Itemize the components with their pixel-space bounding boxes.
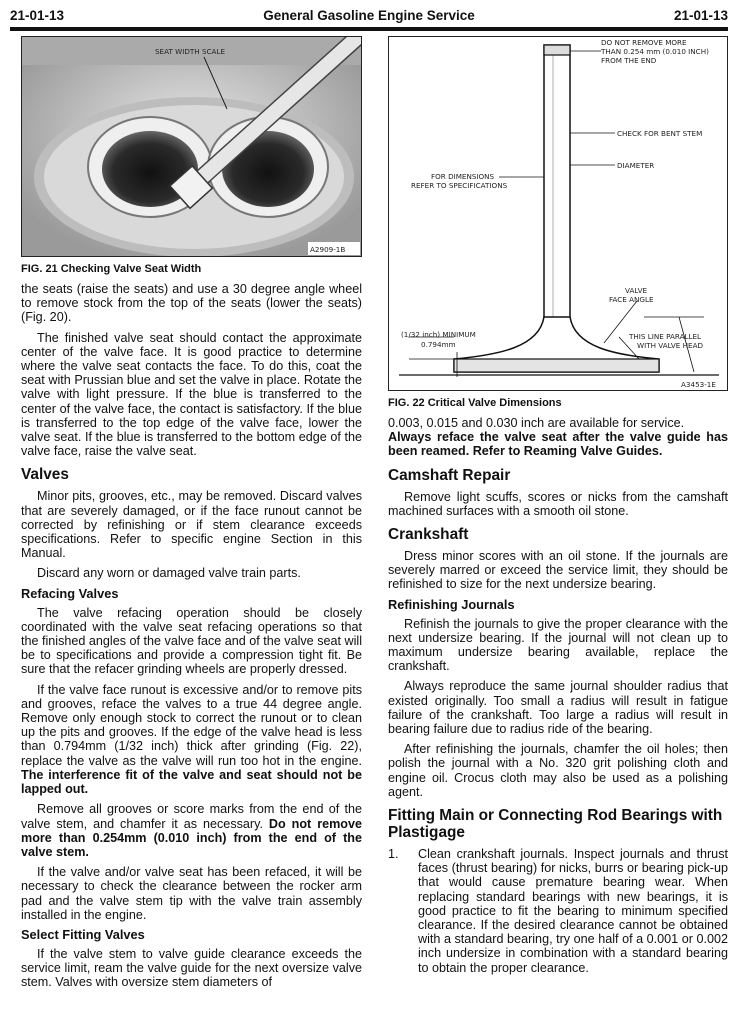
paragraph: Dress minor scores with an oil stone. If the journals are severely marred or exceed the service limit, they should be refinished to size for the next undersize bearing.: [388, 549, 728, 592]
paragraph: [388, 416, 728, 459]
subheading-refinishing-journals: Refinishing Journals: [388, 596, 515, 612]
callout-valve-face-1: VALVE: [625, 286, 648, 295]
page-title: General Gasoline Engine Service: [263, 8, 475, 23]
fig22-ref: A3453-1E: [681, 380, 716, 389]
callout-diameter: DIAMETER: [617, 161, 655, 170]
subheading-select-fitting-valves: Select Fitting Valves: [21, 926, 145, 942]
list-item-number: 1.: [388, 847, 399, 862]
list-item-text: Clean crankshaft journals. Inspect journals and thrust faces (thrust bearing) for nicks, burrs or bearing pick-up that would cause premature bearing wear. When replacing standard bearings with new bearings, it is good practice to fit the bearing to minimum specified clearance. If the desired clearance cannot be obtained with a standard bearing, try one half of a 0.001 or 0.002 inch undersize in combination with a standard bearing to obtain the proper clearance.: [418, 847, 728, 975]
callout-minimum-1: (1/32 inch) MINIMUM: [401, 330, 476, 339]
paragraph-bold: The interference fit of the valve and seat should not be lapped out.: [21, 767, 362, 797]
paragraph: the seats (raise the seats) and use a 30 degree angle wheel to remove stock from the top of the seats (lower the seats) (Fig. 20).: [21, 282, 362, 325]
callout-for-dimensions-1: FOR DIMENSIONS: [431, 172, 495, 181]
callout-valve-face-2: FACE ANGLE: [609, 295, 654, 304]
figure-22-diagram: [388, 36, 728, 391]
paragraph-text: If the valve face runout is excessive and/or to remove pits and grooves, reface the valves to a true 44 degree angle. Remove only enough stock to correct the runout or to clean up the pits and grooves. If the edge of the valve head is less than 0.794mm (1/32 inch) thick after grinding (Fig. 22), replace the valve as the valve will run too hot in the engine.: [21, 682, 362, 768]
paragraph: Refinish the journals to give the proper clearance with the next undersize bearing. If the journal will not clean up to maximum undersize bearing available, replace the crankshaft.: [388, 616, 728, 674]
numbered-list: [388, 847, 728, 975]
callout-check-bent-stem: CHECK FOR BENT STEM: [617, 129, 703, 138]
paragraph: Remove light scuffs, scores or nicks from the camshaft machined surfaces with a smooth oil stone.: [388, 489, 728, 518]
paragraph: Discard any worn or damaged valve train parts.: [37, 566, 301, 581]
paragraph-text: 0.003, 0.015 and 0.030 inch are available for service.: [388, 416, 685, 430]
section-heading-valves: Valves: [21, 466, 69, 484]
paragraph-text: Remove all grooves or score marks from the end of the valve stem, and chamfer it as necessary.: [21, 802, 362, 831]
callout-parallel-1: THIS LINE PARALLEL: [629, 332, 702, 341]
page-header: [10, 8, 728, 24]
paragraph-bold: Do not remove more than 0.254mm (0.010 inch) from the end of the valve stem.: [21, 816, 362, 859]
page-number-right: 21-01-13: [673, 8, 728, 23]
paragraph: If the valve stem to valve guide clearance exceeds the service limit, ream the valve guide for the next oversize valve stem. Valves with oversize stem diameters of: [21, 946, 362, 990]
paragraph: The valve refacing operation should be closely coordinated with the valve seat refacing operations so that the finished angles of the valve face and of the valve seat will be to specifications and provide a compression tight fit. Be sure that the refacer grinding wheels are properly dressed.: [21, 605, 362, 677]
paragraph: After refinishing the journals, chamfer the oil holes; then polish the journal with a No. 320 grit polishing cloth and engine oil. Crocus cloth may also be used as a polishing agent.: [388, 742, 728, 799]
fig22-caption: FIG. 22 Critical Valve Dimensions: [388, 397, 562, 409]
fig21-caption: FIG. 21 Checking Valve Seat Width: [21, 263, 202, 275]
section-heading-fitting-bearings: Fitting Main or Connecting Rod Bearings with Plastigage: [388, 807, 723, 842]
callout-for-dimensions-2: REFER TO SPECIFICATIONS: [411, 181, 508, 190]
figure-21-photo: [21, 36, 362, 257]
callout-do-not-remove-3: FROM THE END: [601, 56, 657, 65]
callout-minimum-2: 0.794mm: [421, 340, 456, 349]
paragraph: If the valve and/or valve seat has been refaced, it will be necessary to check the clearance between the rocker arm pad and the valve stem tip with the valve train assembly installed in the engine.: [21, 865, 362, 922]
header-rule: [10, 27, 728, 31]
paragraph: Minor pits, grooves, etc., may be removed. Discard valves that are severely damaged, or if the face runout cannot be corrected by refinishing or if stem clearance exceeds specifications. Refer to specific engine Section in this Manual.: [21, 489, 362, 561]
valve-seat-illustration: [22, 37, 361, 256]
list-item: [388, 847, 728, 975]
section-heading-camshaft-repair: Camshaft Repair: [388, 466, 511, 484]
subheading-refacing-valves: Refacing Valves: [21, 585, 119, 601]
callout-do-not-remove-1: DO NOT REMOVE MORE: [601, 38, 687, 47]
paragraph: Always reproduce the same journal shoulder radius that existed originally. Too small a radius will result in fatigue failure of the crankshaft. Too large a radius will result in bearing failure due to radius ride of the bearing.: [388, 679, 728, 737]
callout-do-not-remove-2: THAN 0.254 mm (0.010 INCH): [601, 47, 709, 56]
fig21-ref: A2909-1B: [310, 245, 346, 254]
valve-dimension-diagram: [389, 37, 727, 390]
left-column: [21, 36, 362, 996]
callout-parallel-2: WITH VALVE HEAD: [637, 341, 704, 350]
section-heading-crankshaft: Crankshaft: [388, 526, 469, 544]
paragraph: [21, 683, 362, 797]
seat-width-scale-label: SEAT WIDTH SCALE: [155, 47, 226, 56]
page-number-left: 21-01-13: [10, 8, 65, 23]
paragraph-bold: Always reface the valve seat after the valve guide has been reamed. Refer to Reaming Valve Guides.: [388, 430, 728, 459]
right-column: [388, 36, 728, 975]
paragraph: The finished valve seat should contact the approximate center of the valve face. It is good practice to determine where the valve seat contacts the face. To do this, coat the seat with Prussian blue and set the valve in place. Rotate the valve with light pressure. If the blue is transferred to the center of the valve face, the contact is satisfactory. If the blue is transferred to the top edge of the valve face, lower the valve seat. If the blue is transferred to the bottom edge of the valve face, raise the valve seat.: [21, 330, 362, 459]
paragraph: [21, 802, 362, 859]
